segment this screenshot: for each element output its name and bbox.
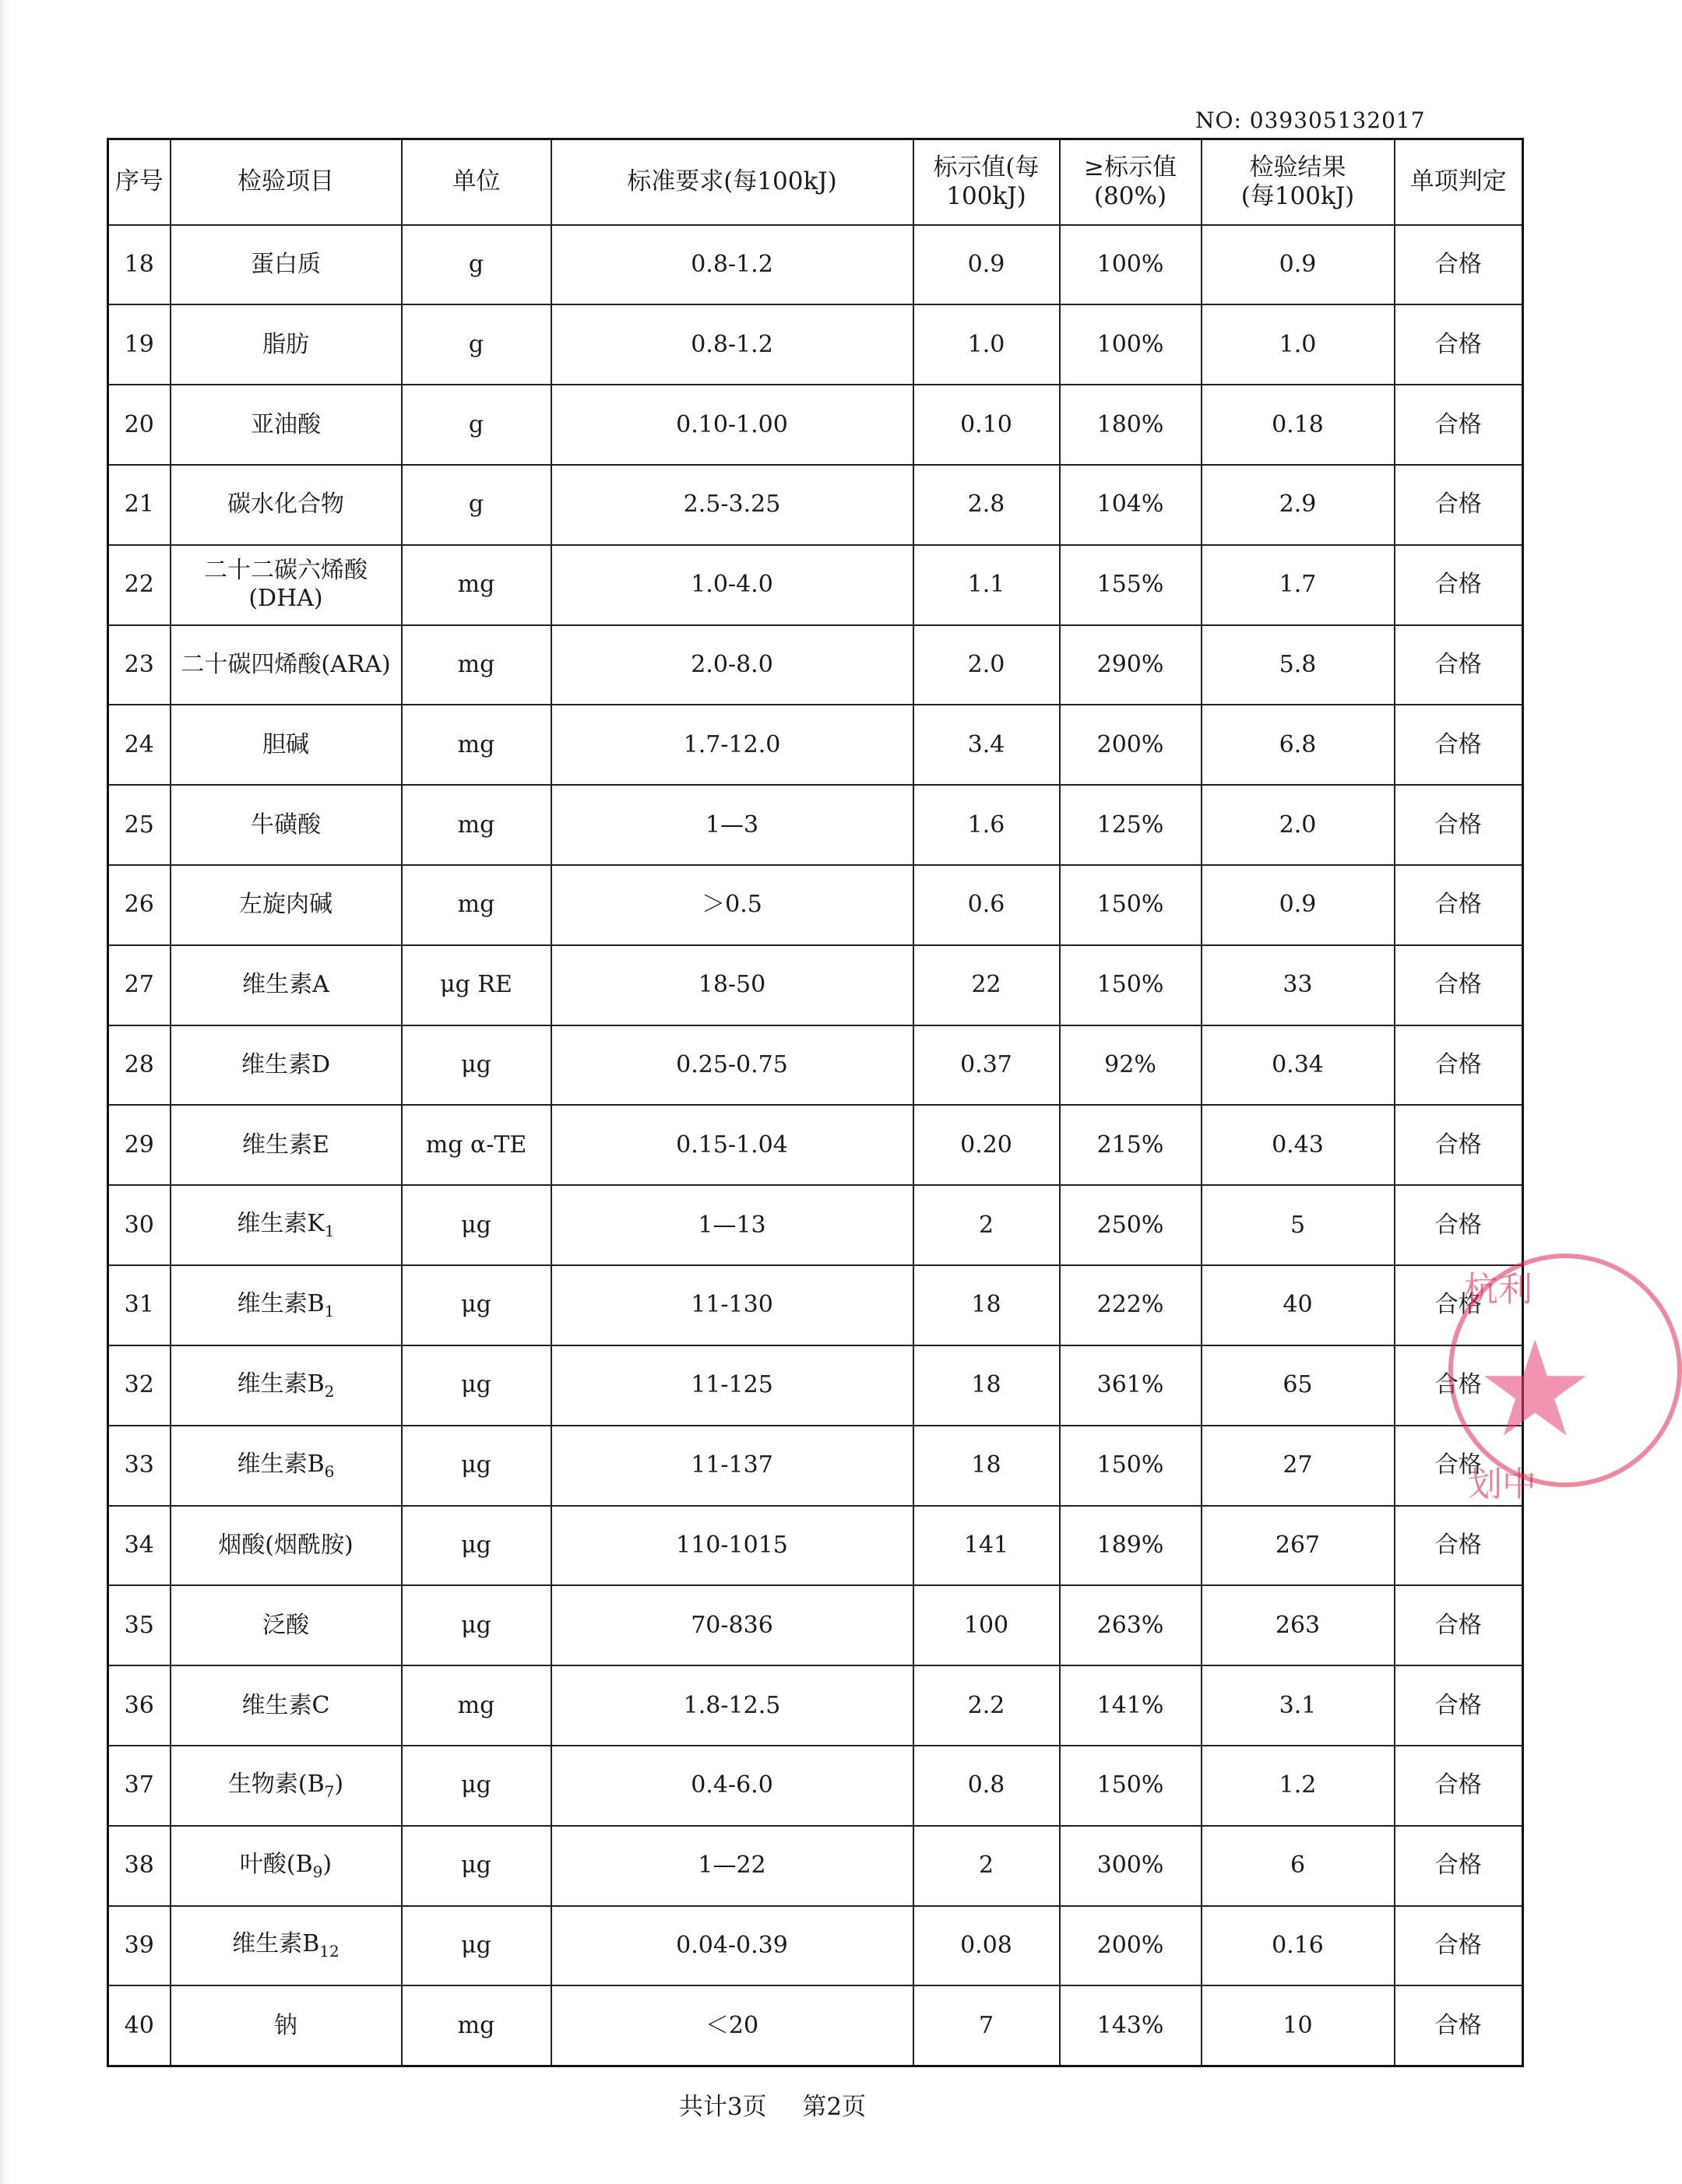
cell-seq: 30 (108, 1185, 171, 1265)
cell-result: 40 (1202, 1265, 1395, 1345)
item-subscript: 9 (312, 1862, 323, 1881)
cell-standard: 1.0-4.0 (551, 545, 913, 625)
item-name: 维生素B (237, 1289, 325, 1317)
cell-result: 0.9 (1202, 225, 1395, 305)
cell-labeled: 2.2 (913, 1665, 1060, 1746)
cell-item (171, 545, 402, 625)
cell-unit: μg RE (402, 945, 551, 1025)
cell-unit: mg α-TE (402, 1105, 551, 1185)
cell-standard: 0.15-1.04 (551, 1105, 913, 1185)
cell-item (171, 304, 402, 385)
col-header-unit: 单位 (402, 139, 551, 225)
item-name: 二十碳四烯酸(ARA) (181, 650, 391, 678)
cell-item (171, 705, 402, 785)
col-header-seq: 序号 (108, 139, 171, 225)
cell-unit: mg (402, 1665, 551, 1746)
cell-pct: 104% (1060, 465, 1202, 545)
cell-item (171, 465, 402, 545)
cell-pct: 155% (1060, 545, 1202, 625)
cell-verdict: 合格 (1395, 1506, 1523, 1586)
cell-result: 0.16 (1202, 1906, 1395, 1986)
cell-item (171, 1185, 402, 1265)
cell-result: 1.7 (1202, 545, 1395, 625)
col-header-item: 检验项目 (171, 139, 402, 225)
cell-labeled: 0.6 (913, 865, 1060, 945)
table-row (108, 465, 1523, 545)
cell-unit: μg (402, 1025, 551, 1106)
cell-item (171, 945, 402, 1025)
cell-unit: μg (402, 1426, 551, 1506)
cell-unit: mg (402, 705, 551, 785)
table-row (108, 545, 1523, 625)
item-name: 烟酸(烟酰胺) (218, 1531, 354, 1559)
cell-verdict: 合格 (1395, 465, 1523, 545)
seal-star-icon: ★ (1476, 1313, 1595, 1467)
cell-item (171, 1665, 402, 1746)
cell-verdict: 合格 (1395, 625, 1523, 705)
cell-item (171, 1345, 402, 1426)
cell-pct: 92% (1060, 1025, 1202, 1106)
cell-result: 2.0 (1202, 785, 1395, 865)
cell-verdict: 合格 (1395, 545, 1523, 625)
cell-result: 263 (1202, 1585, 1395, 1665)
item-name: 脂肪 (262, 330, 309, 358)
cell-pct: 250% (1060, 1185, 1202, 1265)
cell-item (171, 865, 402, 945)
cell-seq: 24 (108, 705, 171, 785)
item-name: 维生素E (242, 1131, 329, 1159)
item-name: 维生素K (237, 1210, 325, 1238)
cell-standard: 0.10-1.00 (551, 385, 913, 465)
cell-verdict: 合格 (1395, 1426, 1523, 1506)
cell-standard: 1—22 (551, 1826, 913, 1906)
cell-verdict: 合格 (1395, 865, 1523, 945)
cell-verdict: 合格 (1395, 785, 1523, 865)
cell-pct: 215% (1060, 1105, 1202, 1185)
cell-labeled: 141 (913, 1506, 1060, 1586)
table-row (108, 945, 1523, 1025)
cell-item (171, 1506, 402, 1586)
cell-item (171, 1105, 402, 1185)
cell-labeled: 0.8 (913, 1746, 1060, 1826)
total-pages: 共计3页 (678, 2093, 767, 2121)
item-name: 亚油酸 (251, 410, 321, 438)
col-header-pct-text: ≥标示值(80%) (1084, 153, 1177, 210)
cell-verdict: 合格 (1395, 1185, 1523, 1265)
cell-standard: 110-1015 (551, 1506, 913, 1586)
table-row (108, 1506, 1523, 1586)
table-row (108, 1265, 1523, 1345)
cell-item (171, 625, 402, 705)
cell-result: 0.18 (1202, 385, 1395, 465)
item-name: 二十二碳六烯酸 (204, 557, 368, 585)
cell-result: 3.1 (1202, 1665, 1395, 1746)
table-row (108, 1185, 1523, 1265)
cell-result: 5.8 (1202, 625, 1395, 705)
table-row (108, 1426, 1523, 1506)
cell-standard: 0.04-0.39 (551, 1906, 913, 1986)
cell-labeled: 18 (913, 1426, 1060, 1506)
table-body (108, 225, 1523, 2066)
cell-item (171, 225, 402, 305)
cell-verdict: 合格 (1395, 1665, 1523, 1746)
cell-standard: 2.5-3.25 (551, 465, 913, 545)
cell-verdict: 合格 (1395, 1985, 1523, 2066)
cell-standard: 1.7-12.0 (551, 705, 913, 785)
item-name: 碳水化合物 (227, 491, 344, 519)
cell-unit: mg (402, 865, 551, 945)
item-name: 左旋肉碱 (239, 891, 333, 919)
cell-item (171, 1985, 402, 2066)
scan-edge-shadow (0, 0, 9, 2184)
cell-item (171, 385, 402, 465)
item-name: 维生素B (237, 1450, 325, 1478)
cell-item (171, 1906, 402, 1986)
item-name: 维生素A (242, 971, 329, 999)
cell-verdict: 合格 (1395, 1025, 1523, 1106)
table-row (108, 785, 1523, 865)
cell-labeled: 1.1 (913, 545, 1060, 625)
cell-seq: 33 (108, 1426, 171, 1506)
cell-seq: 32 (108, 1345, 171, 1426)
cell-seq: 18 (108, 225, 171, 305)
cell-seq: 34 (108, 1506, 171, 1586)
table-row (108, 385, 1523, 465)
cell-unit: μg (402, 1585, 551, 1665)
cell-item (171, 1826, 402, 1906)
cell-verdict: 合格 (1395, 304, 1523, 385)
table-header-row (108, 139, 1523, 225)
table-row (108, 1826, 1523, 1906)
cell-unit: μg (402, 1185, 551, 1265)
cell-labeled: 18 (913, 1265, 1060, 1345)
cell-labeled: 1.0 (913, 304, 1060, 385)
cell-result: 6 (1202, 1826, 1395, 1906)
table-row (108, 705, 1523, 785)
cell-labeled: 7 (913, 1985, 1060, 2066)
cell-pct: 200% (1060, 1906, 1202, 1986)
table-row (108, 304, 1523, 385)
cell-unit: μg (402, 1906, 551, 1986)
item-subscript: 12 (319, 1942, 340, 1961)
table-row (108, 1665, 1523, 1746)
cell-standard: 11-137 (551, 1426, 913, 1506)
cell-pct: 180% (1060, 385, 1202, 465)
table-row (108, 1025, 1523, 1106)
cell-verdict: 合格 (1395, 1345, 1523, 1426)
cell-result: 5 (1202, 1185, 1395, 1265)
item-subscript: 6 (324, 1461, 335, 1481)
table-row (108, 225, 1523, 305)
cell-standard: ＜20 (551, 1985, 913, 2066)
col-header-verdict: 单项判定 (1395, 139, 1523, 225)
cell-result: 10 (1202, 1985, 1395, 2066)
item-subscript: 1 (324, 1301, 335, 1321)
table-row (108, 1345, 1523, 1426)
table-row (108, 1105, 1523, 1185)
table-row (108, 1585, 1523, 1665)
page-footer (0, 2087, 1545, 2122)
cell-unit: mg (402, 785, 551, 865)
cell-result: 0.43 (1202, 1105, 1395, 1185)
cell-verdict: 合格 (1395, 1906, 1523, 1986)
cell-pct: 150% (1060, 1746, 1202, 1826)
cell-unit: g (402, 385, 551, 465)
table-row (108, 865, 1523, 945)
cell-verdict: 合格 (1395, 705, 1523, 785)
current-page: 第2页 (802, 2093, 867, 2121)
cell-seq: 19 (108, 304, 171, 385)
cell-standard: 0.25-0.75 (551, 1025, 913, 1106)
cell-result: 27 (1202, 1426, 1395, 1506)
cell-labeled: 0.08 (913, 1906, 1060, 1986)
cell-unit: μg (402, 1265, 551, 1345)
cell-standard: 11-130 (551, 1265, 913, 1345)
cell-item (171, 785, 402, 865)
cell-standard: 1.8-12.5 (551, 1665, 913, 1746)
item-name: 维生素C (241, 1691, 330, 1719)
cell-standard: 1—13 (551, 1185, 913, 1265)
cell-item (171, 1025, 402, 1106)
cell-labeled: 3.4 (913, 705, 1060, 785)
cell-seq: 22 (108, 545, 171, 625)
table-row (108, 1985, 1523, 2066)
item-name-tail: ) (334, 1770, 344, 1798)
cell-labeled: 100 (913, 1585, 1060, 1665)
cell-pct: 200% (1060, 705, 1202, 785)
cell-verdict: 合格 (1395, 1265, 1523, 1345)
cell-unit: μg (402, 1506, 551, 1586)
cell-verdict: 合格 (1395, 385, 1523, 465)
cell-pct: 189% (1060, 1506, 1202, 1586)
item-name: 泛酸 (262, 1611, 309, 1639)
col-header-labeled (913, 139, 1060, 225)
cell-standard: 2.0-8.0 (551, 625, 913, 705)
cell-pct: 141% (1060, 1665, 1202, 1746)
cell-seq: 27 (108, 945, 171, 1025)
cell-seq: 25 (108, 785, 171, 865)
seal-text-bottom: 划中 (1468, 1465, 1536, 1504)
col-header-standard: 标准要求(每100kJ) (551, 139, 913, 225)
cell-seq: 40 (108, 1985, 171, 2066)
cell-pct: 150% (1060, 1426, 1202, 1506)
cell-labeled: 2.8 (913, 465, 1060, 545)
cell-seq: 21 (108, 465, 171, 545)
cell-seq: 31 (108, 1265, 171, 1345)
cell-labeled: 2.0 (913, 625, 1060, 705)
cell-pct: 125% (1060, 785, 1202, 865)
cell-seq: 36 (108, 1665, 171, 1746)
cell-seq: 35 (108, 1585, 171, 1665)
cell-labeled: 2 (913, 1826, 1060, 1906)
cell-seq: 20 (108, 385, 171, 465)
cell-pct: 100% (1060, 225, 1202, 305)
cell-unit: mg (402, 625, 551, 705)
cell-standard: 70-836 (551, 1585, 913, 1665)
cell-result: 65 (1202, 1345, 1395, 1426)
cell-standard: 11-125 (551, 1345, 913, 1426)
cell-item (171, 1585, 402, 1665)
cell-result: 267 (1202, 1506, 1395, 1586)
cell-pct: 150% (1060, 945, 1202, 1025)
inspection-results-table (107, 138, 1524, 2067)
cell-unit: g (402, 225, 551, 305)
item-name: 叶酸(B (239, 1850, 313, 1878)
item-name: 维生素B (237, 1370, 325, 1398)
col-header-result-text: 检验结果(每100kJ) (1240, 153, 1355, 210)
cell-pct: 100% (1060, 304, 1202, 385)
cell-standard: 1—3 (551, 785, 913, 865)
item-subscript: 2 (324, 1381, 335, 1401)
table-row (108, 1906, 1523, 1986)
item-name-tail: ) (322, 1850, 333, 1878)
cell-labeled: 0.37 (913, 1025, 1060, 1106)
cell-seq: 37 (108, 1746, 171, 1826)
col-header-pct (1060, 139, 1202, 225)
item-name: 胆碱 (262, 730, 309, 758)
cell-result: 2.9 (1202, 465, 1395, 545)
cell-verdict: 合格 (1395, 945, 1523, 1025)
cell-result: 1.0 (1202, 304, 1395, 385)
cell-seq: 23 (108, 625, 171, 705)
item-subscript: 7 (324, 1781, 335, 1801)
cell-verdict: 合格 (1395, 1826, 1523, 1906)
cell-unit: μg (402, 1345, 551, 1426)
cell-labeled: 2 (913, 1185, 1060, 1265)
item-name: 生物素(B (227, 1770, 325, 1798)
cell-unit: mg (402, 545, 551, 625)
cell-item (171, 1426, 402, 1506)
cell-result: 0.34 (1202, 1025, 1395, 1106)
col-header-result (1202, 139, 1395, 225)
cell-pct: 150% (1060, 865, 1202, 945)
cell-pct: 290% (1060, 625, 1202, 705)
cell-labeled: 22 (913, 945, 1060, 1025)
cell-labeled: 0.10 (913, 385, 1060, 465)
item-name: 维生素B (232, 1930, 320, 1958)
cell-unit: μg (402, 1746, 551, 1826)
cell-standard: 0.4-6.0 (551, 1746, 913, 1826)
cell-pct: 222% (1060, 1265, 1202, 1345)
cell-standard: ＞0.5 (551, 865, 913, 945)
cell-labeled: 0.9 (913, 225, 1060, 305)
cell-seq: 29 (108, 1105, 171, 1185)
item-name-line2: (DHA) (248, 585, 323, 613)
item-name: 蛋白质 (251, 250, 321, 278)
cell-standard: 0.8-1.2 (551, 225, 913, 305)
cell-labeled: 0.20 (913, 1105, 1060, 1185)
cell-verdict: 合格 (1395, 1105, 1523, 1185)
cell-standard: 18-50 (551, 945, 913, 1025)
cell-verdict: 合格 (1395, 1746, 1523, 1826)
cell-result: 0.9 (1202, 865, 1395, 945)
cell-labeled: 18 (913, 1345, 1060, 1426)
report-number: NO: 039305132017 (1195, 107, 1426, 133)
cell-unit: g (402, 304, 551, 385)
cell-unit: mg (402, 1985, 551, 2066)
item-name: 牛磺酸 (251, 811, 321, 839)
cell-standard: 0.8-1.2 (551, 304, 913, 385)
cell-seq: 26 (108, 865, 171, 945)
item-name: 维生素D (241, 1051, 331, 1079)
cell-unit: μg (402, 1826, 551, 1906)
cell-item (171, 1265, 402, 1345)
table-row (108, 625, 1523, 705)
cell-result: 33 (1202, 945, 1395, 1025)
cell-result: 6.8 (1202, 705, 1395, 785)
col-header-labeled-text: 标示值(每100kJ) (933, 153, 1040, 210)
cell-pct: 143% (1060, 1985, 1202, 2066)
cell-seq: 39 (108, 1906, 171, 1986)
cell-pct: 300% (1060, 1826, 1202, 1906)
cell-verdict: 合格 (1395, 225, 1523, 305)
item-name: 钠 (274, 2011, 297, 2039)
item-subscript: 1 (324, 1222, 335, 1241)
cell-result: 1.2 (1202, 1746, 1395, 1826)
seal-text-top: 杭利 (1464, 1270, 1532, 1310)
cell-seq: 28 (108, 1025, 171, 1106)
cell-pct: 263% (1060, 1585, 1202, 1665)
cell-verdict: 合格 (1395, 1585, 1523, 1665)
cell-labeled: 1.6 (913, 785, 1060, 865)
table-row (108, 1746, 1523, 1826)
cell-unit: g (402, 465, 551, 545)
cell-item (171, 1746, 402, 1826)
cell-seq: 38 (108, 1826, 171, 1906)
cell-pct: 361% (1060, 1345, 1202, 1426)
